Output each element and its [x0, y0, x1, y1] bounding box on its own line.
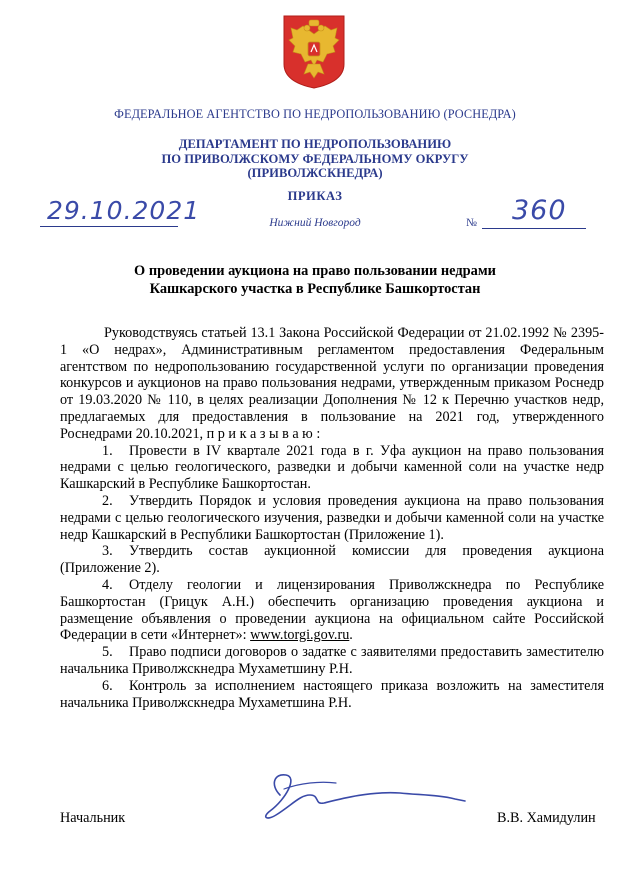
number-sign: № [466, 217, 477, 229]
item-text: Право подписи договоров о задатке с заявителями предоставить заместителю начальника Приволжскнедра Мухаметшину Р.Н. [60, 644, 604, 677]
department-name [0, 137, 630, 181]
torgi-link[interactable]: www.torgi.gov.ru [250, 627, 350, 644]
order-body [60, 325, 604, 711]
order-item-2 [60, 493, 604, 543]
agency-name: ФЕДЕРАЛЬНОЕ АГЕНТСТВО ПО НЕДРОПОЛЬЗОВАНИЮ (РОСНЕДРА) [114, 107, 516, 121]
order-item-6 [60, 678, 604, 712]
handwritten-signature [240, 765, 470, 825]
item-text-end: . [349, 627, 353, 644]
order-item-5 [60, 644, 604, 678]
item-number: 2. [102, 492, 113, 509]
item-number: 4. [102, 576, 113, 593]
number-underline [482, 228, 586, 229]
subject-line-1: О проведении аукциона на право пользовании недрами [134, 263, 496, 279]
item-text: Контроль за исполнением настоящего приказа возложить на заместителя начальника Приволжскнедра Мухаметшина Р.Н. [60, 677, 604, 711]
order-subject [0, 262, 630, 298]
order-item-3 [60, 543, 604, 577]
item-number: 3. [102, 543, 113, 560]
item-text: Отделу геологии и лицензирования Приволжскнедра по Республике Башкортостан (Грицук А.Н.) обеспечить организацию проведения аукциона и размещение объявления о проведении аукциона на официальном сайте Российской Федерации в сети «Интернет»: [60, 576, 604, 644]
coat-of-arms-emblem [281, 14, 347, 90]
order-item-1 [60, 443, 604, 493]
item-number: 6. [102, 677, 113, 694]
item-number: 1. [102, 442, 113, 459]
item-text: Утвердить Порядок и условия проведения аукциона на право пользования недрами с целью геологического изучения, разведки и добычи каменной соли на участке недр Кашкарский в Республики Башкортостан (Приложение 1). [60, 492, 604, 543]
department-line-3: (ПРИВОЛЖСКНЕДРА) [247, 166, 383, 180]
signatory-title: Начальник [60, 810, 126, 826]
handwritten-order-number: 360 [512, 195, 567, 226]
order-item-4 [60, 577, 604, 644]
preamble: Руководствуясь статьей 13.1 Закона Российской Федерации от 21.02.1992 № 2395-1 «О недрах», Административным регламентом предоставления Федеральным агентством по недропользованию государственной услуги по организации проведения конкурсов и аукционов на право пользования недрами, утвержденным приказом Роснедр от 19.03.2020 № 110, в целях реализации Дополнения № 12 к Перечню участков недр, предлагаемых для предоставления в пользование на 2021 год, утвержденного Роснедрами 20.10.2021, п р и к а з ы в а ю : [60, 325, 604, 442]
signatory-name: В.В. Хамидулин [497, 810, 596, 826]
item-text: Утвердить состав аукционной комиссии для проведения аукциона (Приложение 2). [60, 543, 604, 577]
document-type: ПРИКАЗ [287, 189, 343, 203]
subject-line-2: Кашкарского участка в Республике Башкортостан [149, 281, 481, 297]
city: Нижний Новгород [269, 217, 361, 229]
item-text: Провести в IV квартале 2021 года в г. Уфа аукцион на право пользования недрами с целью геологического, разведки и добычи каменной соли на участке недр Кашкарский в Республике Башкортостан. [60, 442, 604, 493]
department-line-2: ПО ПРИВОЛЖСКОМУ ФЕДЕРАЛЬНОМУ ОКРУГУ [161, 151, 469, 166]
department-line-1: ДЕПАРТАМЕНТ ПО НЕДРОПОЛЬЗОВАНИЮ [178, 137, 452, 151]
handwritten-date: 29.10.2021 [47, 196, 201, 225]
item-number: 5. [102, 644, 113, 661]
